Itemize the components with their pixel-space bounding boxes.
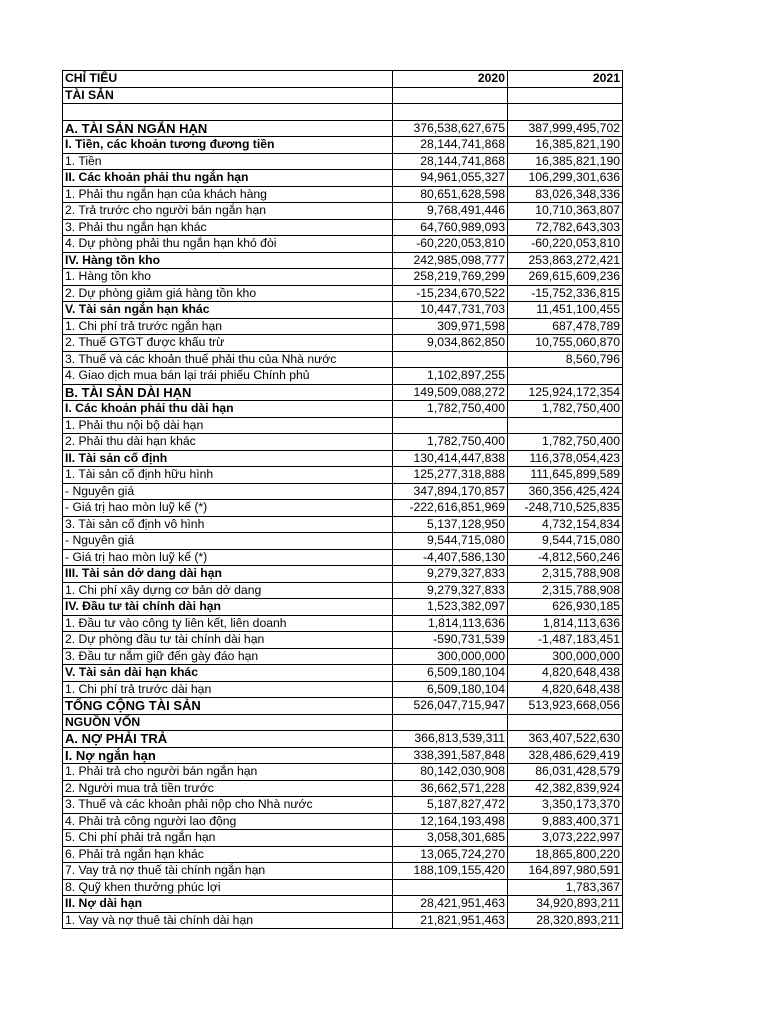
row-value-2021-cell[interactable]: 2,315,788,908 bbox=[508, 582, 623, 599]
row-label-cell[interactable]: 2. Thuế GTGT được khấu trừ bbox=[63, 335, 393, 352]
row-label-cell[interactable]: II. Các khoản phải thu ngắn hạn bbox=[63, 170, 393, 187]
row-value-2021-cell[interactable]: 300,000,000 bbox=[508, 648, 623, 665]
row-value-2020-cell[interactable] bbox=[393, 714, 508, 731]
table-row bbox=[63, 780, 623, 797]
row-value-2021-cell[interactable]: 9,883,400,371 bbox=[508, 813, 623, 830]
table-row bbox=[63, 648, 623, 665]
table-row bbox=[63, 434, 623, 451]
table-row bbox=[63, 120, 623, 137]
table-row bbox=[63, 269, 623, 286]
row-value-2020-cell[interactable]: 130,414,447,838 bbox=[393, 450, 508, 467]
row-value-2020-cell[interactable]: 9,544,715,080 bbox=[393, 533, 508, 550]
table-row bbox=[63, 747, 623, 764]
row-value-2020-cell[interactable]: 347,894,170,857 bbox=[393, 483, 508, 500]
row-value-2021-cell[interactable]: 125,924,172,354 bbox=[508, 384, 623, 401]
row-value-2021-cell[interactable]: 4,820,648,438 bbox=[508, 681, 623, 698]
table-row bbox=[63, 384, 623, 401]
table-row bbox=[63, 731, 623, 748]
table-row bbox=[63, 252, 623, 269]
row-value-2021-cell[interactable]: 111,645,899,589 bbox=[508, 467, 623, 484]
table-row bbox=[63, 170, 623, 187]
row-value-2021-cell[interactable]: 626,930,185 bbox=[508, 599, 623, 616]
table-row bbox=[63, 219, 623, 236]
row-value-2020-cell[interactable]: 258,219,769,299 bbox=[393, 269, 508, 286]
row-value-2020-cell[interactable]: 94,961,055,327 bbox=[393, 170, 508, 187]
row-value-2020-cell[interactable]: -60,220,053,810 bbox=[393, 236, 508, 253]
row-value-2020-cell[interactable]: 64,760,989,093 bbox=[393, 219, 508, 236]
row-value-2020-cell[interactable] bbox=[393, 351, 508, 368]
table-row bbox=[63, 203, 623, 220]
row-label-cell[interactable]: 5. Chi phí phải trả ngắn hạn bbox=[63, 830, 393, 847]
row-value-2021-cell[interactable]: 1,782,750,400 bbox=[508, 401, 623, 418]
row-value-2021-cell[interactable]: 42,382,839,924 bbox=[508, 780, 623, 797]
row-value-2021-cell[interactable] bbox=[508, 714, 623, 731]
row-label-cell[interactable]: 1. Phải trả cho người bán ngắn hạn bbox=[63, 764, 393, 781]
row-label-cell[interactable]: 2. Phải thu dài hạn khác bbox=[63, 434, 393, 451]
row-label-cell[interactable]: 3. Thuế và các khoản phải nộp cho Nhà nước bbox=[63, 797, 393, 814]
table-row bbox=[63, 137, 623, 154]
row-value-2021-cell[interactable]: 28,320,893,211 bbox=[508, 912, 623, 929]
row-value-2020-cell[interactable]: 1,782,750,400 bbox=[393, 434, 508, 451]
row-label-cell[interactable]: 1. Phải thu nội bộ dài hạn bbox=[63, 417, 393, 434]
row-label-cell[interactable]: 6. Phải trả ngắn hạn khác bbox=[63, 846, 393, 863]
row-value-2020-cell[interactable]: 28,144,741,868 bbox=[393, 153, 508, 170]
row-label-cell[interactable]: 1. Phải thu ngắn hạn của khách hàng bbox=[63, 186, 393, 203]
table-row bbox=[63, 764, 623, 781]
row-value-2021-cell[interactable]: 9,544,715,080 bbox=[508, 533, 623, 550]
row-label-cell[interactable]: 4. Giao dịch mua bán lại trái phiếu Chính phủ bbox=[63, 368, 393, 385]
row-label-cell[interactable]: 7. Vay trả nợ thuế tài chính ngắn hạn bbox=[63, 863, 393, 880]
row-label-cell[interactable]: 1. Đầu tư vào công ty liên kết, liên doanh bbox=[63, 615, 393, 632]
table-row bbox=[63, 830, 623, 847]
row-label-cell[interactable]: 1. Chi phí xây dựng cơ bản dở dang bbox=[63, 582, 393, 599]
row-value-2020-cell[interactable]: 28,144,741,868 bbox=[393, 137, 508, 154]
row-value-2020-cell[interactable]: 376,538,627,675 bbox=[393, 120, 508, 137]
balance-sheet-table bbox=[62, 70, 623, 929]
row-label-cell[interactable]: B. TÀI SẢN DÀI HẠN bbox=[63, 384, 393, 401]
row-value-2021-cell[interactable]: 253,863,272,421 bbox=[508, 252, 623, 269]
row-value-2020-cell[interactable]: 242,985,098,777 bbox=[393, 252, 508, 269]
row-label-cell[interactable]: 3. Thuế và các khoản thuế phải thu của Nhà nước bbox=[63, 351, 393, 368]
row-value-2020-cell[interactable]: 3,058,301,685 bbox=[393, 830, 508, 847]
row-value-2021-cell[interactable]: 106,299,301,636 bbox=[508, 170, 623, 187]
table-row bbox=[63, 582, 623, 599]
row-label-cell[interactable]: 1. Tài sản cố định hữu hình bbox=[63, 467, 393, 484]
row-label-cell[interactable]: I. Tiền, các khoản tương đương tiền bbox=[63, 137, 393, 154]
row-value-2020-cell[interactable]: 1,523,382,097 bbox=[393, 599, 508, 616]
row-value-2020-cell[interactable]: 9,279,327,833 bbox=[393, 566, 508, 583]
row-value-2020-cell[interactable]: 125,277,318,888 bbox=[393, 467, 508, 484]
table-row bbox=[63, 797, 623, 814]
row-label-cell[interactable]: IV. Hàng tồn kho bbox=[63, 252, 393, 269]
table-row bbox=[63, 516, 623, 533]
row-value-2020-cell[interactable]: 12,164,193,498 bbox=[393, 813, 508, 830]
table-row bbox=[63, 450, 623, 467]
header-year-2020-cell[interactable]: 2020 bbox=[393, 71, 508, 88]
row-value-2021-cell[interactable]: 164,897,980,591 bbox=[508, 863, 623, 880]
row-value-2021-cell[interactable]: -1,487,183,451 bbox=[508, 632, 623, 649]
row-value-2020-cell[interactable] bbox=[393, 417, 508, 434]
table-row bbox=[63, 104, 623, 121]
row-value-2021-cell[interactable] bbox=[508, 87, 623, 104]
row-value-2021-cell[interactable]: -15,752,336,815 bbox=[508, 285, 623, 302]
row-label-cell[interactable]: 2. Người mua trả tiền trước bbox=[63, 780, 393, 797]
row-label-cell[interactable]: 8. Quỹ khen thưởng phúc lợi bbox=[63, 879, 393, 896]
row-value-2020-cell[interactable] bbox=[393, 87, 508, 104]
row-value-2020-cell[interactable] bbox=[393, 879, 508, 896]
row-label-cell[interactable]: V. Tài sản ngắn hạn khác bbox=[63, 302, 393, 319]
row-value-2021-cell[interactable]: 83,026,348,336 bbox=[508, 186, 623, 203]
table-row bbox=[63, 351, 623, 368]
header-year-2021-cell[interactable]: 2021 bbox=[508, 71, 623, 88]
row-value-2021-cell[interactable]: -4,812,560,246 bbox=[508, 549, 623, 566]
row-value-2021-cell[interactable]: 86,031,428,579 bbox=[508, 764, 623, 781]
header-row bbox=[63, 71, 623, 88]
row-label-cell[interactable]: A. TÀI SẢN NGẮN HẠN bbox=[63, 120, 393, 137]
table-row bbox=[63, 285, 623, 302]
row-value-2021-cell[interactable]: 8,560,796 bbox=[508, 351, 623, 368]
table-row bbox=[63, 896, 623, 913]
row-value-2021-cell[interactable]: 1,814,113,636 bbox=[508, 615, 623, 632]
row-value-2021-cell[interactable]: 16,385,821,190 bbox=[508, 137, 623, 154]
row-value-2021-cell[interactable]: 1,783,367 bbox=[508, 879, 623, 896]
row-value-2020-cell[interactable]: 9,034,862,850 bbox=[393, 335, 508, 352]
table-row bbox=[63, 417, 623, 434]
row-value-2020-cell[interactable]: 9,768,491,446 bbox=[393, 203, 508, 220]
row-value-2021-cell[interactable] bbox=[508, 368, 623, 385]
row-value-2020-cell[interactable]: 1,814,113,636 bbox=[393, 615, 508, 632]
table-row bbox=[63, 681, 623, 698]
row-value-2021-cell[interactable]: 513,923,668,056 bbox=[508, 698, 623, 715]
table-row bbox=[63, 566, 623, 583]
row-label-cell[interactable]: 2. Dự phòng giảm giá hàng tồn kho bbox=[63, 285, 393, 302]
row-value-2020-cell[interactable]: -222,616,851,969 bbox=[393, 500, 508, 517]
row-value-2020-cell[interactable]: 9,279,327,833 bbox=[393, 582, 508, 599]
row-value-2021-cell[interactable]: 687,478,789 bbox=[508, 318, 623, 335]
table-row bbox=[63, 318, 623, 335]
row-value-2020-cell[interactable]: 28,421,951,463 bbox=[393, 896, 508, 913]
row-value-2020-cell[interactable]: 80,651,628,598 bbox=[393, 186, 508, 203]
table-row bbox=[63, 153, 623, 170]
row-value-2021-cell[interactable]: 116,378,054,423 bbox=[508, 450, 623, 467]
row-label-cell[interactable]: 4. Dự phòng phải thu ngắn hạn khó đòi bbox=[63, 236, 393, 253]
row-value-2020-cell[interactable]: -4,407,586,130 bbox=[393, 549, 508, 566]
row-value-2021-cell[interactable]: 10,755,060,870 bbox=[508, 335, 623, 352]
row-value-2020-cell[interactable]: 5,137,128,950 bbox=[393, 516, 508, 533]
table-row bbox=[63, 87, 623, 104]
row-label-cell[interactable]: A. NỢ PHẢI TRẢ bbox=[63, 731, 393, 748]
row-label-cell[interactable]: TỔNG CỘNG TÀI SẢN bbox=[63, 698, 393, 715]
row-value-2020-cell[interactable]: 309,971,598 bbox=[393, 318, 508, 335]
row-label-cell[interactable] bbox=[63, 104, 393, 121]
row-value-2020-cell[interactable]: 13,065,724,270 bbox=[393, 846, 508, 863]
row-label-cell[interactable]: IV. Đầu tư tài chính dài hạn bbox=[63, 599, 393, 616]
row-value-2021-cell[interactable]: 387,999,495,702 bbox=[508, 120, 623, 137]
row-value-2021-cell[interactable]: 72,782,643,303 bbox=[508, 219, 623, 236]
balance-sheet-body bbox=[63, 71, 623, 929]
table-row bbox=[63, 912, 623, 929]
table-row bbox=[63, 368, 623, 385]
table-row bbox=[63, 846, 623, 863]
table-row bbox=[63, 236, 623, 253]
table-row bbox=[63, 665, 623, 682]
row-label-cell[interactable]: - Nguyên giá bbox=[63, 483, 393, 500]
row-value-2021-cell[interactable]: 3,073,222,997 bbox=[508, 830, 623, 847]
row-label-cell[interactable]: 2. Dự phòng đầu tư tài chính dài hạn bbox=[63, 632, 393, 649]
row-value-2020-cell[interactable]: 526,047,715,947 bbox=[393, 698, 508, 715]
row-value-2021-cell[interactable]: 16,385,821,190 bbox=[508, 153, 623, 170]
row-value-2021-cell[interactable]: 3,350,173,370 bbox=[508, 797, 623, 814]
row-value-2020-cell[interactable]: 10,447,731,703 bbox=[393, 302, 508, 319]
row-label-cell[interactable]: 1. Tiền bbox=[63, 153, 393, 170]
row-value-2021-cell[interactable]: -60,220,053,810 bbox=[508, 236, 623, 253]
row-label-cell[interactable]: 2. Trả trước cho người bán ngắn hạn bbox=[63, 203, 393, 220]
table-row bbox=[63, 714, 623, 731]
row-value-2021-cell[interactable]: 328,486,629,419 bbox=[508, 747, 623, 764]
row-value-2020-cell[interactable]: 6,509,180,104 bbox=[393, 665, 508, 682]
row-label-cell[interactable]: 1. Hàng tồn kho bbox=[63, 269, 393, 286]
row-value-2020-cell[interactable]: 366,813,539,311 bbox=[393, 731, 508, 748]
row-value-2021-cell[interactable]: 4,732,154,834 bbox=[508, 516, 623, 533]
row-label-cell[interactable]: - Giá trị hao mòn luỹ kế (*) bbox=[63, 549, 393, 566]
row-label-cell[interactable]: 3. Phải thu ngắn hạn khác bbox=[63, 219, 393, 236]
row-label-cell[interactable]: 4. Phải trả công người lao động bbox=[63, 813, 393, 830]
table-row bbox=[63, 401, 623, 418]
table-row bbox=[63, 632, 623, 649]
row-value-2020-cell[interactable]: 36,662,571,228 bbox=[393, 780, 508, 797]
row-value-2021-cell[interactable]: 360,356,425,424 bbox=[508, 483, 623, 500]
row-label-cell[interactable]: V. Tài sản dài hạn khác bbox=[63, 665, 393, 682]
row-value-2021-cell[interactable]: 4,820,648,438 bbox=[508, 665, 623, 682]
row-label-cell[interactable]: NGUỒN VỐN bbox=[63, 714, 393, 731]
table-row bbox=[63, 500, 623, 517]
row-value-2021-cell[interactable]: 2,315,788,908 bbox=[508, 566, 623, 583]
row-value-2021-cell[interactable]: -248,710,525,835 bbox=[508, 500, 623, 517]
table-row bbox=[63, 483, 623, 500]
row-value-2020-cell[interactable]: 149,509,088,272 bbox=[393, 384, 508, 401]
row-value-2021-cell[interactable]: 269,615,609,236 bbox=[508, 269, 623, 286]
row-value-2020-cell[interactable]: 6,509,180,104 bbox=[393, 681, 508, 698]
table-row bbox=[63, 335, 623, 352]
row-value-2021-cell[interactable]: 363,407,522,630 bbox=[508, 731, 623, 748]
row-label-cell[interactable]: I. Nợ ngắn hạn bbox=[63, 747, 393, 764]
row-value-2021-cell[interactable]: 18,865,800,220 bbox=[508, 846, 623, 863]
row-label-cell[interactable]: II. Nợ dài hạn bbox=[63, 896, 393, 913]
row-value-2021-cell[interactable]: 34,920,893,211 bbox=[508, 896, 623, 913]
row-label-cell[interactable]: 1. Chi phí trả trước dài hạn bbox=[63, 681, 393, 698]
row-value-2020-cell[interactable]: -590,731,539 bbox=[393, 632, 508, 649]
table-row bbox=[63, 879, 623, 896]
table-row bbox=[63, 813, 623, 830]
row-value-2020-cell[interactable]: -15,234,670,522 bbox=[393, 285, 508, 302]
row-value-2020-cell[interactable] bbox=[393, 104, 508, 121]
row-value-2020-cell[interactable]: 300,000,000 bbox=[393, 648, 508, 665]
row-value-2020-cell[interactable]: 1,102,897,255 bbox=[393, 368, 508, 385]
table-row bbox=[63, 863, 623, 880]
row-label-cell[interactable]: - Nguyên giá bbox=[63, 533, 393, 550]
table-row bbox=[63, 615, 623, 632]
table-row bbox=[63, 467, 623, 484]
row-value-2021-cell[interactable]: 11,451,100,455 bbox=[508, 302, 623, 319]
row-label-cell[interactable]: 3. Đầu tư nắm giữ đến gày đáo hạn bbox=[63, 648, 393, 665]
row-label-cell[interactable]: III. Tài sản dở dang dài hạn bbox=[63, 566, 393, 583]
table-row bbox=[63, 302, 623, 319]
row-value-2020-cell[interactable]: 1,782,750,400 bbox=[393, 401, 508, 418]
row-label-cell[interactable]: 1. Chi phí trả trước ngắn hạn bbox=[63, 318, 393, 335]
header-label-cell[interactable]: CHỈ TIÊU bbox=[63, 71, 393, 88]
row-value-2020-cell[interactable]: 80,142,030,908 bbox=[393, 764, 508, 781]
table-row bbox=[63, 549, 623, 566]
row-value-2020-cell[interactable]: 338,391,587,848 bbox=[393, 747, 508, 764]
table-row bbox=[63, 533, 623, 550]
table-row bbox=[63, 186, 623, 203]
row-value-2021-cell[interactable]: 1,782,750,400 bbox=[508, 434, 623, 451]
row-value-2021-cell[interactable] bbox=[508, 417, 623, 434]
row-label-cell[interactable]: 1. Vay và nợ thuê tài chính dài hạn bbox=[63, 912, 393, 929]
row-value-2021-cell[interactable]: 10,710,363,807 bbox=[508, 203, 623, 220]
row-value-2020-cell[interactable]: 188,109,155,420 bbox=[393, 863, 508, 880]
table-row bbox=[63, 599, 623, 616]
row-value-2020-cell[interactable]: 5,187,827,472 bbox=[393, 797, 508, 814]
row-label-cell[interactable]: - Giá trị hao mòn luỹ kế (*) bbox=[63, 500, 393, 517]
row-label-cell[interactable]: II. Tài sản cố định bbox=[63, 450, 393, 467]
table-row bbox=[63, 698, 623, 715]
row-label-cell[interactable]: 3. Tài sản cố định vô hình bbox=[63, 516, 393, 533]
row-label-cell[interactable]: I. Các khoản phải thu dài hạn bbox=[63, 401, 393, 418]
row-label-cell[interactable]: TÀI SẢN bbox=[63, 87, 393, 104]
row-value-2020-cell[interactable]: 21,821,951,463 bbox=[393, 912, 508, 929]
row-value-2021-cell[interactable] bbox=[508, 104, 623, 121]
